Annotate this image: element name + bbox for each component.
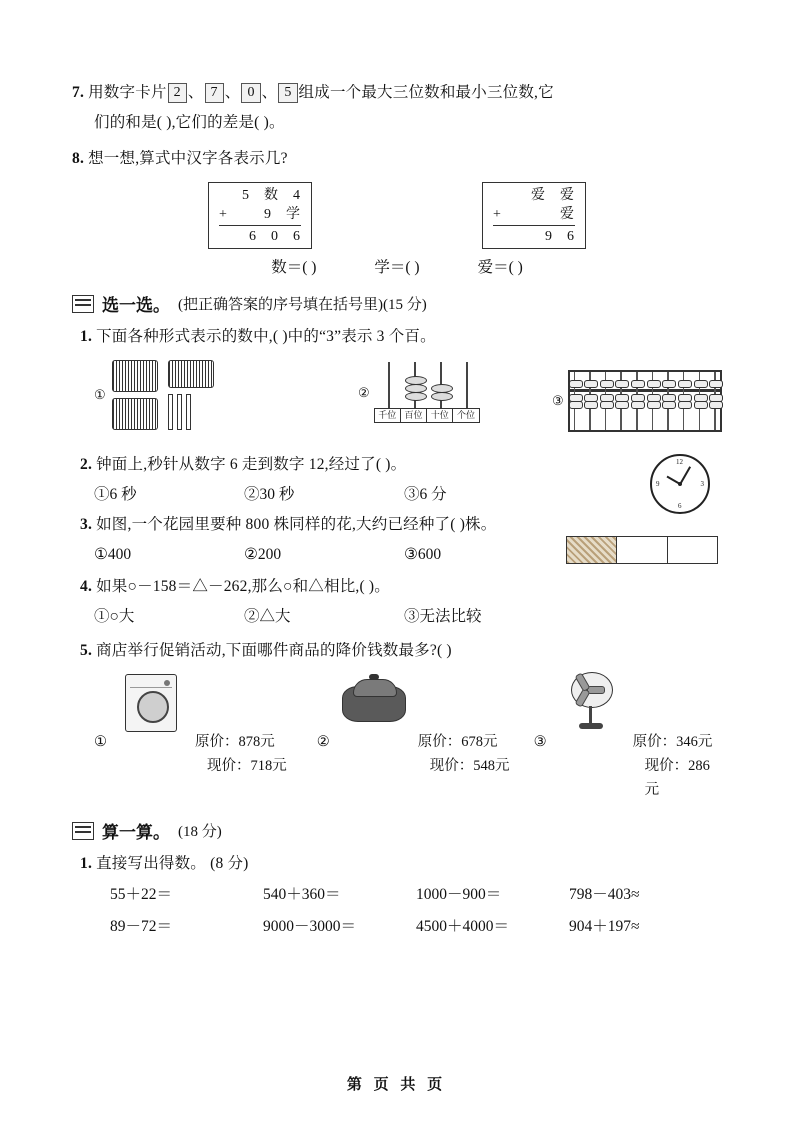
vbox1-line1: [219, 186, 301, 205]
label-thousands: 千位: [375, 409, 401, 422]
section-choose: [72, 291, 722, 316]
abacus: [568, 370, 722, 432]
calc-item-6: 9000－3000＝: [263, 918, 357, 935]
clock-num-3: 3: [700, 480, 704, 488]
page-footer: 第 页 共 页: [346, 1077, 447, 1093]
abacus-rod-8: [683, 372, 685, 430]
choice-2-block: [72, 450, 722, 510]
vbox2-sum: [493, 225, 575, 246]
fan-body: [569, 672, 613, 732]
vertical-box-1: [208, 182, 312, 249]
question-8-text: 想一想,算式中汉字各表示几?: [88, 150, 288, 167]
question-7-lead: 用数字卡片: [88, 84, 167, 101]
vertical-box-2: [482, 182, 586, 249]
vbox1-sum: [219, 225, 301, 246]
calc-item-2: 540＋360＝: [263, 886, 341, 903]
vbox1-l1-d3: 4: [293, 188, 301, 203]
clock-figure: [650, 454, 710, 514]
choice-1-figures: [72, 356, 722, 448]
section-calculate-title: 算一算。: [102, 823, 170, 842]
vbox2-sum-d1: 9: [545, 229, 553, 244]
abacus-rods: [574, 372, 716, 430]
choice-2: [72, 450, 722, 480]
product-2-prices: [418, 672, 510, 778]
calc-1-row-1: [72, 879, 722, 911]
product-3-current: 现价：286元: [644, 758, 710, 798]
abacus-rod-9: [699, 372, 701, 430]
figure-option-3: [552, 370, 722, 432]
bar-segment-empty-1: [617, 537, 667, 563]
figure-3-mark: ③: [552, 393, 564, 408]
vbox2-operator: +: [493, 207, 502, 222]
choice-1-number: 1.: [80, 328, 93, 345]
rc-button: [369, 674, 379, 680]
calc-1: [72, 849, 722, 879]
product-1-original: 原价：878元: [195, 734, 275, 750]
figure-1-mark: ①: [94, 387, 106, 402]
section-calculate: [72, 818, 722, 843]
vbox2-sum-d2: 6: [567, 229, 575, 244]
choice-2-option-2[interactable]: ②30 秒: [244, 486, 295, 503]
question-7-mid: 组成一个最大三位数和最小三位数,它: [298, 84, 554, 101]
choice-4: [72, 572, 722, 602]
rod-thousands: [388, 362, 390, 408]
page-content: [72, 78, 722, 943]
stick-bundle-b: [112, 398, 158, 430]
product-2: [317, 672, 534, 802]
choice-3-option-2[interactable]: ②200: [244, 546, 282, 563]
bead-h1: [405, 392, 427, 401]
card-sep-2: 、: [261, 84, 278, 101]
vbox1-operator: +: [219, 207, 228, 222]
product-1-prices: [195, 672, 287, 778]
answer-xue: 学＝( ): [374, 259, 420, 276]
section-choose-sub: (把正确答案的序号填在括号里)(15 分): [178, 297, 427, 313]
rice-cooker-icon: [336, 672, 412, 734]
label-hundreds: 百位: [401, 409, 427, 422]
abacus-rod-4: [620, 372, 622, 430]
choice-4-number: 4.: [80, 578, 93, 595]
stick-1: [168, 394, 173, 430]
choice-2-option-3[interactable]: ③6 分: [404, 486, 447, 503]
section-choose-title: 选一选。: [102, 296, 170, 315]
vbox1-l2-d3: 学: [286, 207, 301, 222]
abacus-rod-1: [574, 372, 576, 430]
choice-3-number: 3.: [80, 516, 93, 533]
question-8-answers: [72, 255, 722, 277]
abacus-rod-2: [589, 372, 591, 430]
stick-bundle-c: [168, 360, 214, 388]
calc-1-title: 直接写出得数。: [96, 855, 207, 872]
choice-5-block: [72, 636, 722, 802]
digit-card-2: 0: [241, 83, 260, 103]
calc-1-row-2: [72, 911, 722, 943]
calc-item-4: 798－403≈: [569, 886, 640, 903]
loose-sticks: [168, 394, 214, 430]
card-sep-1: 、: [224, 84, 241, 101]
frame-labels: [374, 408, 480, 423]
choice-2-option-1[interactable]: ①6 秒: [94, 486, 137, 503]
choice-5-products: [72, 672, 722, 802]
vbox1-l1-d1: 5: [242, 188, 250, 203]
rc-lid: [353, 679, 397, 697]
calc-1-score: (8 分): [210, 855, 249, 872]
abacus-rod-10: [714, 372, 716, 430]
product-3-mark: ③: [533, 734, 547, 750]
question-7-line2: 们的和是( ),它们的差是( )。: [94, 114, 285, 131]
rod-ones: [466, 362, 468, 408]
wm-knob: [164, 680, 170, 686]
product-1: [94, 672, 317, 802]
vbox2-line2: [493, 205, 575, 224]
answer-ai: 爱＝( ): [477, 259, 523, 276]
bar-segment-empty-2: [668, 537, 717, 563]
digit-card-0: 2: [168, 83, 187, 103]
choice-3-option-1[interactable]: ①400: [94, 546, 132, 563]
abacus-rod-5: [636, 372, 638, 430]
question-7: [72, 78, 722, 138]
card-sep-0: 、: [187, 84, 204, 101]
garden-bar-figure: [566, 536, 718, 564]
abacus-rod-3: [605, 372, 607, 430]
choice-4-options: [72, 602, 722, 632]
choice-4-option-3[interactable]: ③无法比较: [404, 608, 482, 625]
choice-2-options: [72, 480, 722, 510]
vertical-computation-figures: [72, 182, 722, 249]
clock-num-12: 12: [676, 458, 683, 466]
product-3-original: 原价：346元: [632, 734, 713, 750]
clock-center: [678, 482, 682, 486]
product-2-mark: ②: [316, 734, 330, 750]
clock-num-6: 6: [678, 502, 682, 510]
label-tens: 十位: [427, 409, 453, 422]
product-3: [534, 672, 722, 802]
vbox2-line1: [493, 186, 575, 205]
answer-shu: 数＝( ): [271, 259, 317, 276]
wm-door: [137, 691, 169, 723]
bar-segment-filled: [567, 537, 617, 563]
fan-base: [579, 723, 603, 729]
question-8: [72, 144, 722, 174]
bead-t1: [431, 392, 453, 401]
vbox2-l1-d1: 爱: [531, 188, 546, 203]
section-icon-2: [72, 822, 94, 840]
stick-2: [177, 394, 182, 430]
vbox1-l2-d2: 9: [264, 207, 272, 222]
product-1-mark: ①: [94, 734, 107, 750]
choice-1-text: 下面各种形式表示的数中,( )中的“3”表示 3 个百。: [96, 328, 436, 345]
section-icon: [72, 295, 94, 313]
bead-h2: [405, 384, 427, 393]
place-value-frame: [374, 362, 480, 423]
fan-icon: [553, 672, 627, 734]
abacus-rod-6: [652, 372, 654, 430]
product-1-current: 现价：718元: [207, 758, 287, 774]
washing-machine-icon: [113, 672, 189, 734]
calc-item-8: 904＋197≈: [569, 918, 640, 935]
choice-4-option-2[interactable]: ②△大: [244, 608, 291, 625]
choice-5: [72, 636, 722, 666]
stick-bundle-a: [112, 360, 158, 392]
choice-3-option-3[interactable]: ③600: [404, 546, 442, 563]
calc-item-3: 1000－900＝: [416, 886, 502, 903]
question-8-number: 8.: [72, 150, 85, 167]
choice-2-number: 2.: [80, 456, 93, 473]
abacus-rod-7: [667, 372, 669, 430]
bead-t2: [431, 384, 453, 393]
vbox2-l1-d2: 爱: [560, 188, 575, 203]
frame-rods: [374, 362, 480, 408]
clock-num-9: 9: [656, 480, 660, 488]
vbox1-l1-d2: 数: [264, 188, 279, 203]
vbox1-sum-d2: 0: [271, 229, 279, 244]
choice-4-option-1[interactable]: ①○大: [94, 608, 135, 625]
section-calculate-sub: (18 分): [178, 824, 222, 840]
washing-machine-body: [125, 674, 177, 732]
figure-option-2: [358, 362, 480, 423]
choice-4-text: 如果○－158＝△－262,那么○和△相比,( )。: [96, 578, 390, 595]
calc-item-5: 89－72＝: [110, 918, 173, 935]
rice-cooker-body: [342, 686, 406, 722]
choice-3-block: [72, 510, 722, 570]
figure-option-1: [94, 360, 214, 430]
choice-4-block: [72, 572, 722, 632]
digit-card-1: 7: [205, 83, 224, 103]
vbox2-l2-d2: 爱: [560, 207, 575, 222]
fan-pole: [589, 706, 592, 724]
calc-item-1: 55＋22＝: [110, 886, 173, 903]
product-3-prices: [633, 672, 722, 802]
vbox1-sum-d1: 6: [249, 229, 257, 244]
label-ones: 个位: [453, 409, 479, 422]
figure-2-mark: ②: [358, 384, 370, 400]
choice-5-text: 商店举行促销活动,下面哪件商品的降价钱数最多?( ): [96, 642, 452, 659]
digit-card-3: 5: [278, 83, 297, 103]
choice-2-text: 钟面上,秒针从数字 6 走到数字 12,经过了( )。: [96, 456, 407, 473]
question-7-number: 7.: [72, 84, 85, 101]
vbox1-sum-d3: 6: [293, 229, 301, 244]
choice-5-number: 5.: [80, 642, 93, 659]
product-2-original: 原价：678元: [417, 734, 498, 750]
choice-3-text: 如图,一个花园里要种 800 株同样的花,大约已经种了( )株。: [96, 516, 497, 533]
stick-3: [186, 394, 191, 430]
vbox1-line2: [219, 205, 301, 224]
calc-item-7: 4500＋4000＝: [416, 918, 510, 935]
product-2-current: 现价：548元: [429, 758, 510, 774]
calc-1-number: 1.: [80, 855, 93, 872]
choice-1: [72, 322, 722, 352]
bead-h3: [405, 376, 427, 385]
